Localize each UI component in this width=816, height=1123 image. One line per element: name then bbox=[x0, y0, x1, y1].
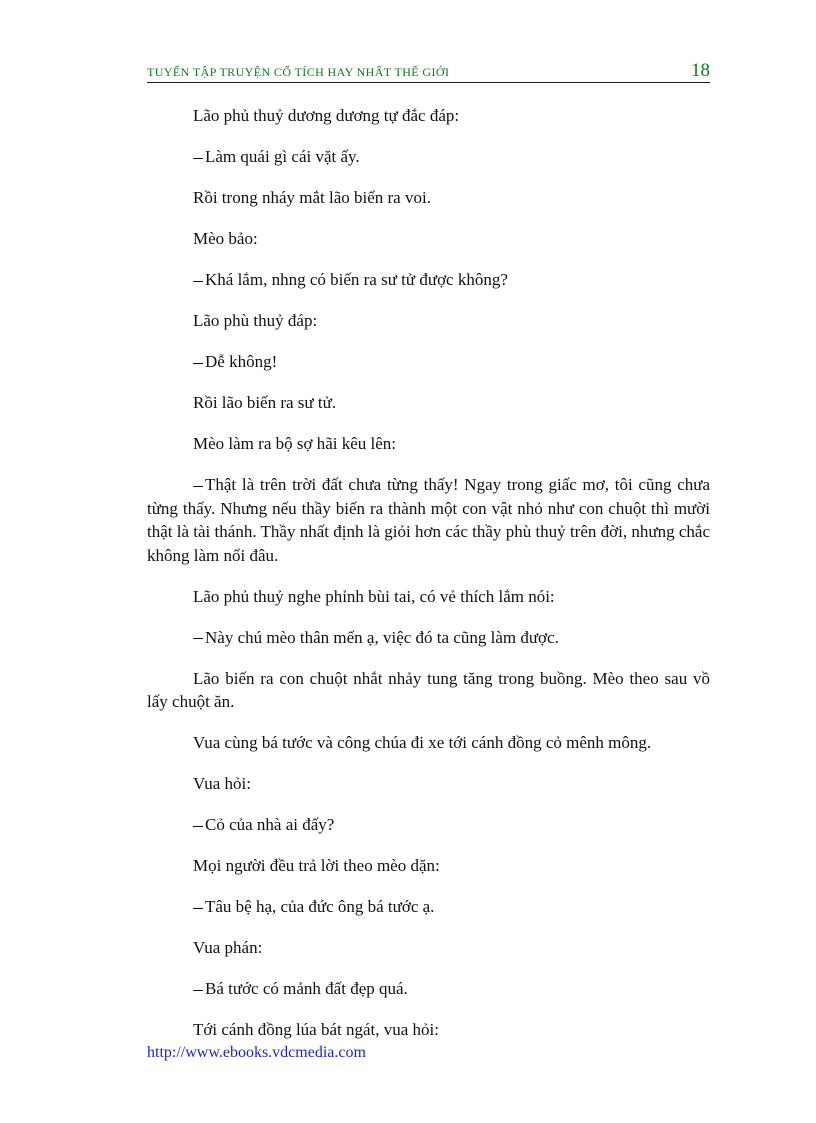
paragraph: Lão biến ra con chuột nhắt nhảy tung tăng trong buồng. Mèo theo sau vồ lấy chuột ăn. bbox=[147, 668, 710, 711]
dialogue-line: Làm quái gì cái vặt ấy. bbox=[147, 145, 710, 169]
story-body bbox=[147, 104, 710, 1059]
paragraph: Lão phù thuỷ đáp: bbox=[193, 311, 318, 330]
dialogue-line: Tâu bệ hạ, của đức ông bá tước ạ. bbox=[147, 895, 710, 919]
dialogue-line: Bá tước có mảnh đất đẹp quá. bbox=[147, 977, 710, 1001]
paragraph: Vua hỏi: bbox=[193, 774, 251, 793]
book-title: TUYỂN TẬP TRUYỆN CỔ TÍCH HAY NHẤT THẾ GIỚI bbox=[147, 65, 450, 79]
paragraph: Mèo bảo: bbox=[193, 229, 258, 248]
page-number: 18 bbox=[691, 60, 710, 81]
paragraph: Vua cùng bá tước và công chúa đi xe tới cánh đồng cỏ mênh mông. bbox=[193, 733, 652, 752]
dialogue-line: Này chú mèo thân mến ạ, việc đó ta cũng làm được. bbox=[147, 626, 710, 650]
dialogue-line: Khá lắm, nhng có biến ra sư tử được không? bbox=[147, 268, 710, 292]
paragraph: Mọi người đều trả lời theo mèo dặn: bbox=[193, 856, 440, 875]
paragraph: Vua phán: bbox=[193, 938, 263, 957]
website-link[interactable]: http://www.ebooks.vdcmedia.com bbox=[147, 1044, 366, 1061]
paragraph: Rồi lão biến ra sư tử. bbox=[193, 393, 337, 412]
dialogue-line: Thật là trên trời đất chưa từng thấy! Ngay trong giấc mơ, tôi cũng chưa từng thấy. Nhưng nếu thầy biến ra thành một con vật nhỏ như con chuột thì mười thật là tài thánh. Thầy nhất định là giỏi hơn các thầy phù thuỷ trên đời, nhưng chắc không làm nổi đâu. bbox=[147, 473, 710, 567]
dialogue-line: Cỏ của nhà ai đấy? bbox=[147, 813, 710, 837]
paragraph: Lão phủ thuỷ nghe phỉnh bùi tai, có vẻ thích lắm nói: bbox=[193, 586, 555, 606]
paragraph: Lão phủ thuỷ dương dương tự đắc đáp: bbox=[193, 106, 460, 125]
paragraph: Mèo làm ra bộ sợ hãi kêu lên: bbox=[193, 434, 397, 453]
paragraph: Tới cánh đồng lúa bát ngát, vua hỏi: bbox=[193, 1020, 439, 1039]
dialogue-line: Dễ không! bbox=[147, 350, 710, 374]
paragraph: Rồi trong nháy mắt lão biến ra voi. bbox=[193, 188, 431, 207]
page-header bbox=[147, 60, 710, 83]
